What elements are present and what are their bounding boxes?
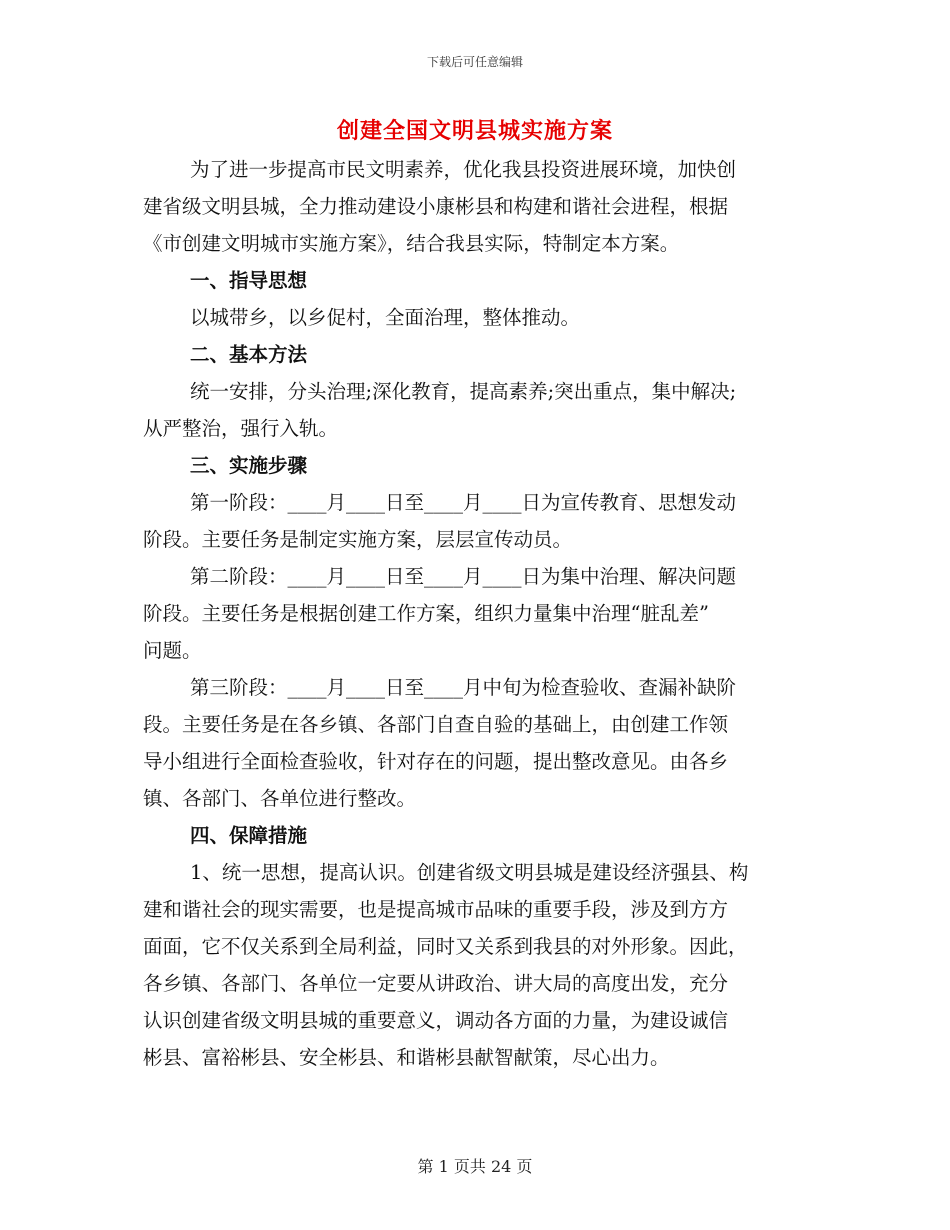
paragraph-line: 阶段。主要任务是根据创建工作方案，组织力量集中治理“脏乱差” xyxy=(143,602,709,625)
paragraph-line: 认识创建省级文明县城的重要意义，调动各方面的力量，为建设诚信 xyxy=(143,1009,729,1032)
paragraph-line: 为了进一步提高市民文明素养，优化我县投资进展环境，加快创 xyxy=(190,158,737,181)
paragraph-line: 第三阶段：____月____日至____月中旬为检查验收、查漏补缺阶 xyxy=(190,676,737,699)
paragraph-line: 阶段。主要任务是制定实施方案，层层宣传动员。 xyxy=(143,528,573,551)
paragraph-line: 彬县、富裕彬县、安全彬县、和谐彬县献智献策，尽心出力。 xyxy=(143,1046,670,1069)
paragraph-line: 从严整治，强行入轨。 xyxy=(143,417,339,440)
paragraph-line: 问题。 xyxy=(143,639,202,662)
paragraph-line: 各乡镇、各部门、各单位一定要从讲政治、讲大局的高度出发，充分 xyxy=(143,972,729,995)
paragraph-line: 建和谐社会的现实需要，也是提高城市品味的重要手段，涉及到方方 xyxy=(143,898,729,921)
paragraph-line: 面面，它不仅关系到全局利益，同时又关系到我县的对外形象。因此， xyxy=(143,935,748,958)
page-number: 第 1 页共 24 页 xyxy=(417,1157,533,1176)
paragraph-line: 导小组进行全面检查验收，针对存在的问题，提出整改意见。由各乡 xyxy=(143,750,729,773)
paragraph-line: 1、统一思想，提高认识。创建省级文明县城是建设经济强县、构 xyxy=(190,861,749,884)
section-heading: 四、保障措施 xyxy=(190,824,308,847)
paragraph-line: 第二阶段：____月____日至____月____日为集中治理、解决问题 xyxy=(190,565,737,588)
paragraph-line: 建省级文明县城，全力推动建设小康彬县和构建和谐社会进程，根据 xyxy=(143,195,729,218)
header-note: 下载后可任意编辑 xyxy=(426,55,523,69)
paragraph-line: 统一安排，分头治理;深化教育，提高素养;突出重点，集中解决; xyxy=(190,380,737,403)
section-heading: 一、指导思想 xyxy=(190,269,308,292)
paragraph-line: 段。主要任务是在各乡镇、各部门自查自验的基础上，由创建工作领 xyxy=(143,713,729,736)
section-heading: 二、基本方法 xyxy=(190,343,308,366)
paragraph-line: 第一阶段：____月____日至____月____日为宣传教育、思想发动 xyxy=(190,491,737,514)
paragraph-line: 镇、各部门、各单位进行整改。 xyxy=(143,787,417,810)
document-title: 创建全国文明县城实施方案 xyxy=(336,118,613,144)
section-heading: 三、实施步骤 xyxy=(190,454,308,477)
paragraph-line: 《市创建文明城市实施方案》，结合我县实际，特制定本方案。 xyxy=(143,232,680,255)
paragraph-line: 以城带乡，以乡促村，全面治理，整体推动。 xyxy=(190,306,581,329)
